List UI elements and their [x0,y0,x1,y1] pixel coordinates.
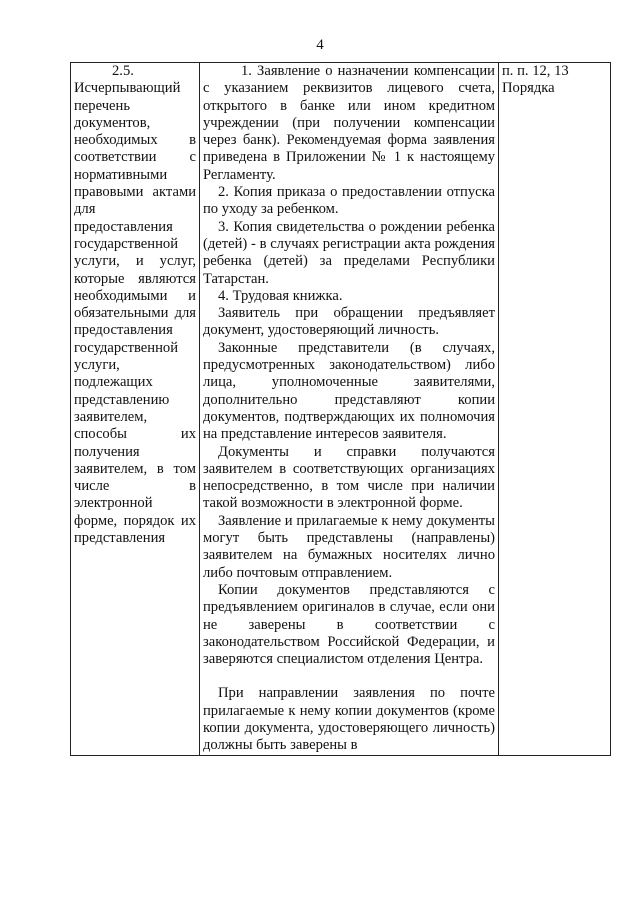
section-content-cell [200,63,499,756]
section-number: 2.5. [112,63,134,79]
regulation-table [70,62,611,756]
paragraph-1: 1. Заявление о назначении компенсации с указанием реквизитов лицевого счета, открытого в банке или ином кредитном учреждении (при получении компенсации через банк). Рекомендуемая форма заявления приведена в Приложении № 1 к настоящему Регламенту. [203,63,495,183]
table-row [71,63,611,756]
reference-cell [499,63,611,756]
paragraph-2: 2. Копия приказа о предоставлении отпуска по уходу за ребенком. [203,184,495,218]
paragraph-3: 3. Копия свидетельства о рождении ребенка (детей) - в случаях регистрации акта рождения ребенка (детей) за пределами Республики Татарстан. [203,218,495,287]
reference-line-1: п. п. 12, 13 [502,63,569,79]
paragraph-7: Документы и справки получаются заявителем в соответствующих организациях непосредственно, в том числе при наличии такой возможности в электронной форме. [203,443,495,512]
paragraph-4: 4. Трудовая книжка. [218,287,343,304]
paragraph-6: Законные представители (в случаях, предусмотренных законодательством) либо лица, уполномоченные заявителями, дополнительно представляют копии документов, подтверждающих их полномочия на представление интересов заявителя. [203,339,495,443]
section-label-cell [71,63,200,756]
paragraph-8: Заявление и прилагаемые к нему документы могут быть представлены (направлены) заявителем на бумажных носителях лично либо почтовым отправлением. [203,512,495,581]
page-number: 4 [316,37,324,53]
paragraph-10: При направлении заявления по почте прилагаемые к нему копии документов (кроме копии документа, удостоверяющего личность) должны быть заверены в [203,685,495,754]
section-title: Исчерпывающий перечень документов, необходимых в соответствии с нормативными правовыми актами для предоставления государственной услуги, и услуг, которые являются необходимыми и обязательными для предоставления государственной услуги, подлежащих представлению заявителем, способы их получения заявителем, в том числе в электронной форме, порядок их представления [74,80,196,547]
paragraph-9: Копии документов представляются с предъявлением оригиналов в случае, если они не заверены в соответствии с законодательством Российской Федерации, и заверяются специалистом отделения Центра. [203,581,495,668]
reference-line-2: Порядка [502,80,555,97]
paragraph-5: Заявитель при обращении предъявляет документ, удостоверяющий личность. [203,305,495,339]
